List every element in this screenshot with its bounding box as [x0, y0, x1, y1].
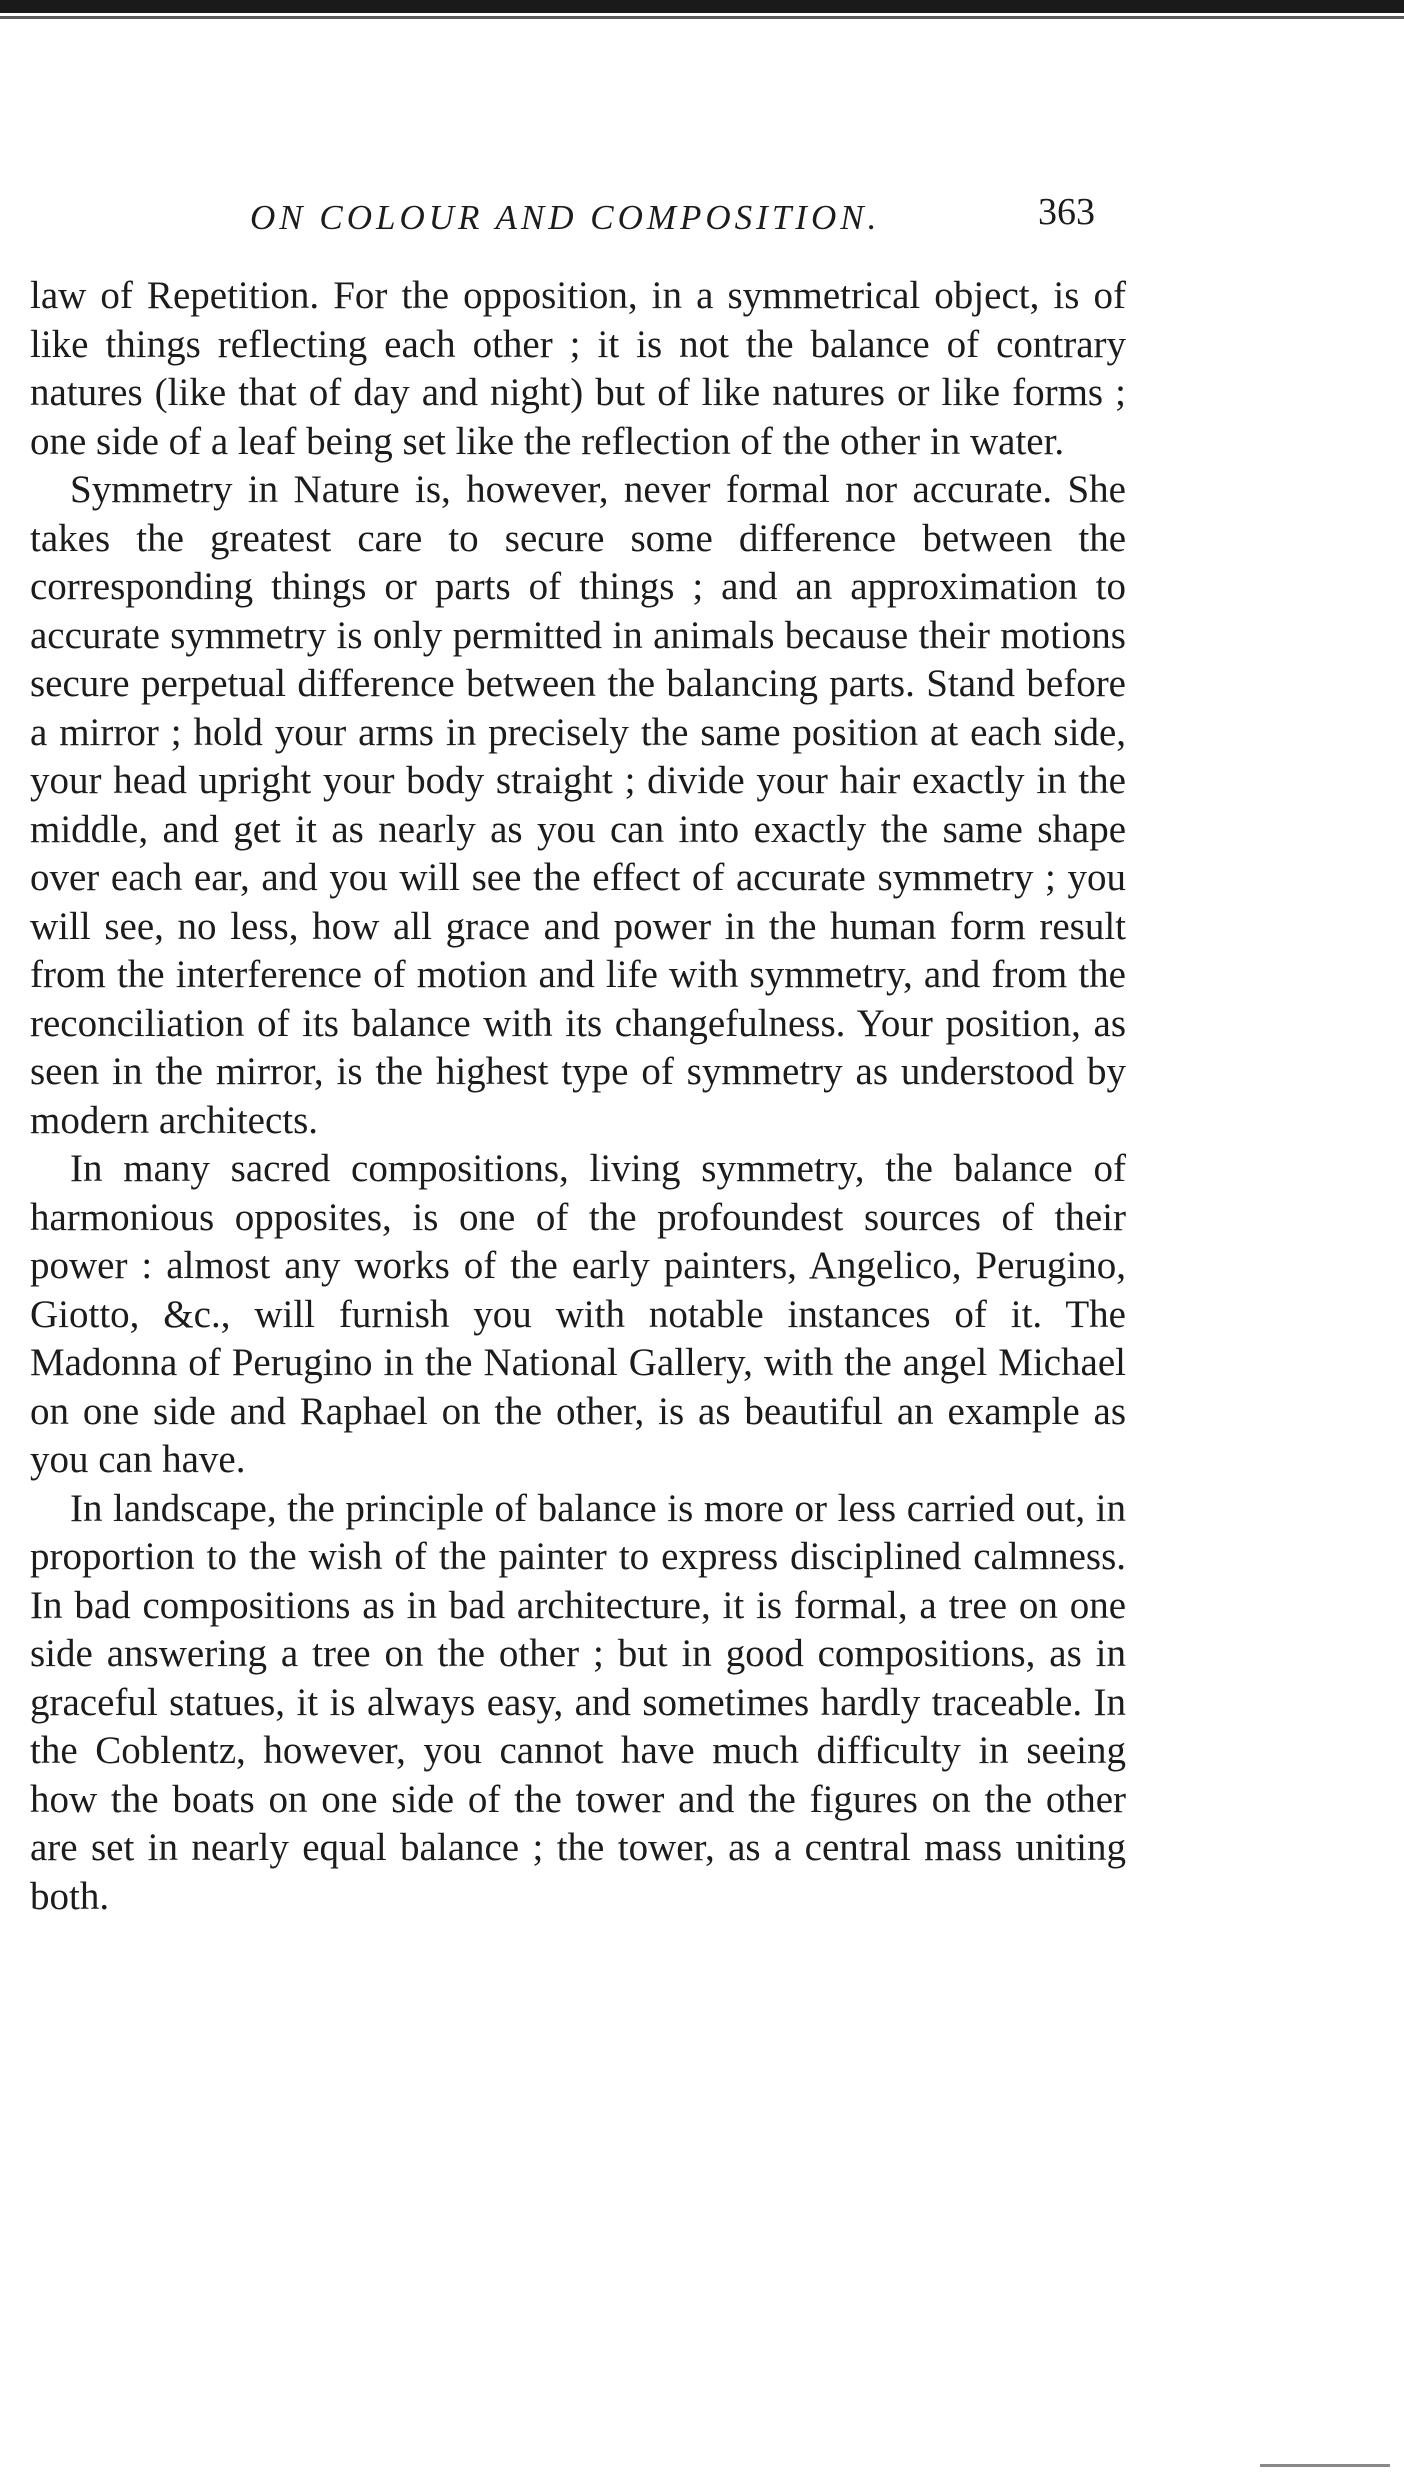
paragraph-2: Symmetry in Nature is, however, never formal nor accurate. She takes the greatest care to secure some difference between the corresponding things or parts of things ; and an approximation to accurate symmetry is only permitted in animals because their motions secure perpetual difference between the balancing parts. Stand before a mirror ; hold your arms in precisely the same position at each side, your head upright your body straight ; divide your hair exactly in the middle, and get it as nearly as you can into exactly the same shape over each ear, and you will see the effect of accurate symmetry ; you will see, no less, how all grace and power in the human form result from the interference of motion and life with symmetry, and from the reconciliation of its balance with its changefulness. Your position, as seen in the mirror, is the highest type of symmetry as understood by modern architects. [30, 468, 1126, 1142]
running-title: ON COLOUR AND COMPOSITION. [250, 198, 881, 237]
page-number: 363 [1038, 191, 1095, 233]
top-border-rule [0, 0, 1404, 13]
top-border-thin-rule [0, 16, 1404, 19]
body-text [30, 272, 1126, 1921]
paragraph-3: In many sacred compositions, living symmetry, the balance of harmonious opposites, is one of the profoundest sources of their power : almost any works of the early painters, Angelico, Perugino, Giotto, &c., will furnish you with notable instances of it. The Madonna of Perugino in the National Gallery, with the angel Michael on one side and Raphael on the other, is as beautiful an example as you can have. [30, 1147, 1126, 1481]
paragraph-1: law of Repetition. For the opposition, in a symmetrical object, is of like things reflecting each other ; it is not the balance of contrary natures (like that of day and night) but of like natures or like forms ; one side of a leaf being set like the reflection of the other in water. [30, 274, 1126, 463]
bottom-edge-mark [1260, 2464, 1390, 2467]
paragraph-4: In landscape, the principle of balance is more or less carried out, in proportion to the wish of the painter to express disciplined calmness. In bad compositions as in bad architecture, it is formal, a tree on one side answering a tree on the other ; but in good compositions, as in graceful statues, it is always easy, and sometimes hardly traceable. In the Coblentz, however, you cannot have much difficulty in seeing how the boats on one side of the tower and the figures on the other are set in nearly equal balance ; the tower, as a central mass uniting both. [30, 1486, 1126, 1918]
